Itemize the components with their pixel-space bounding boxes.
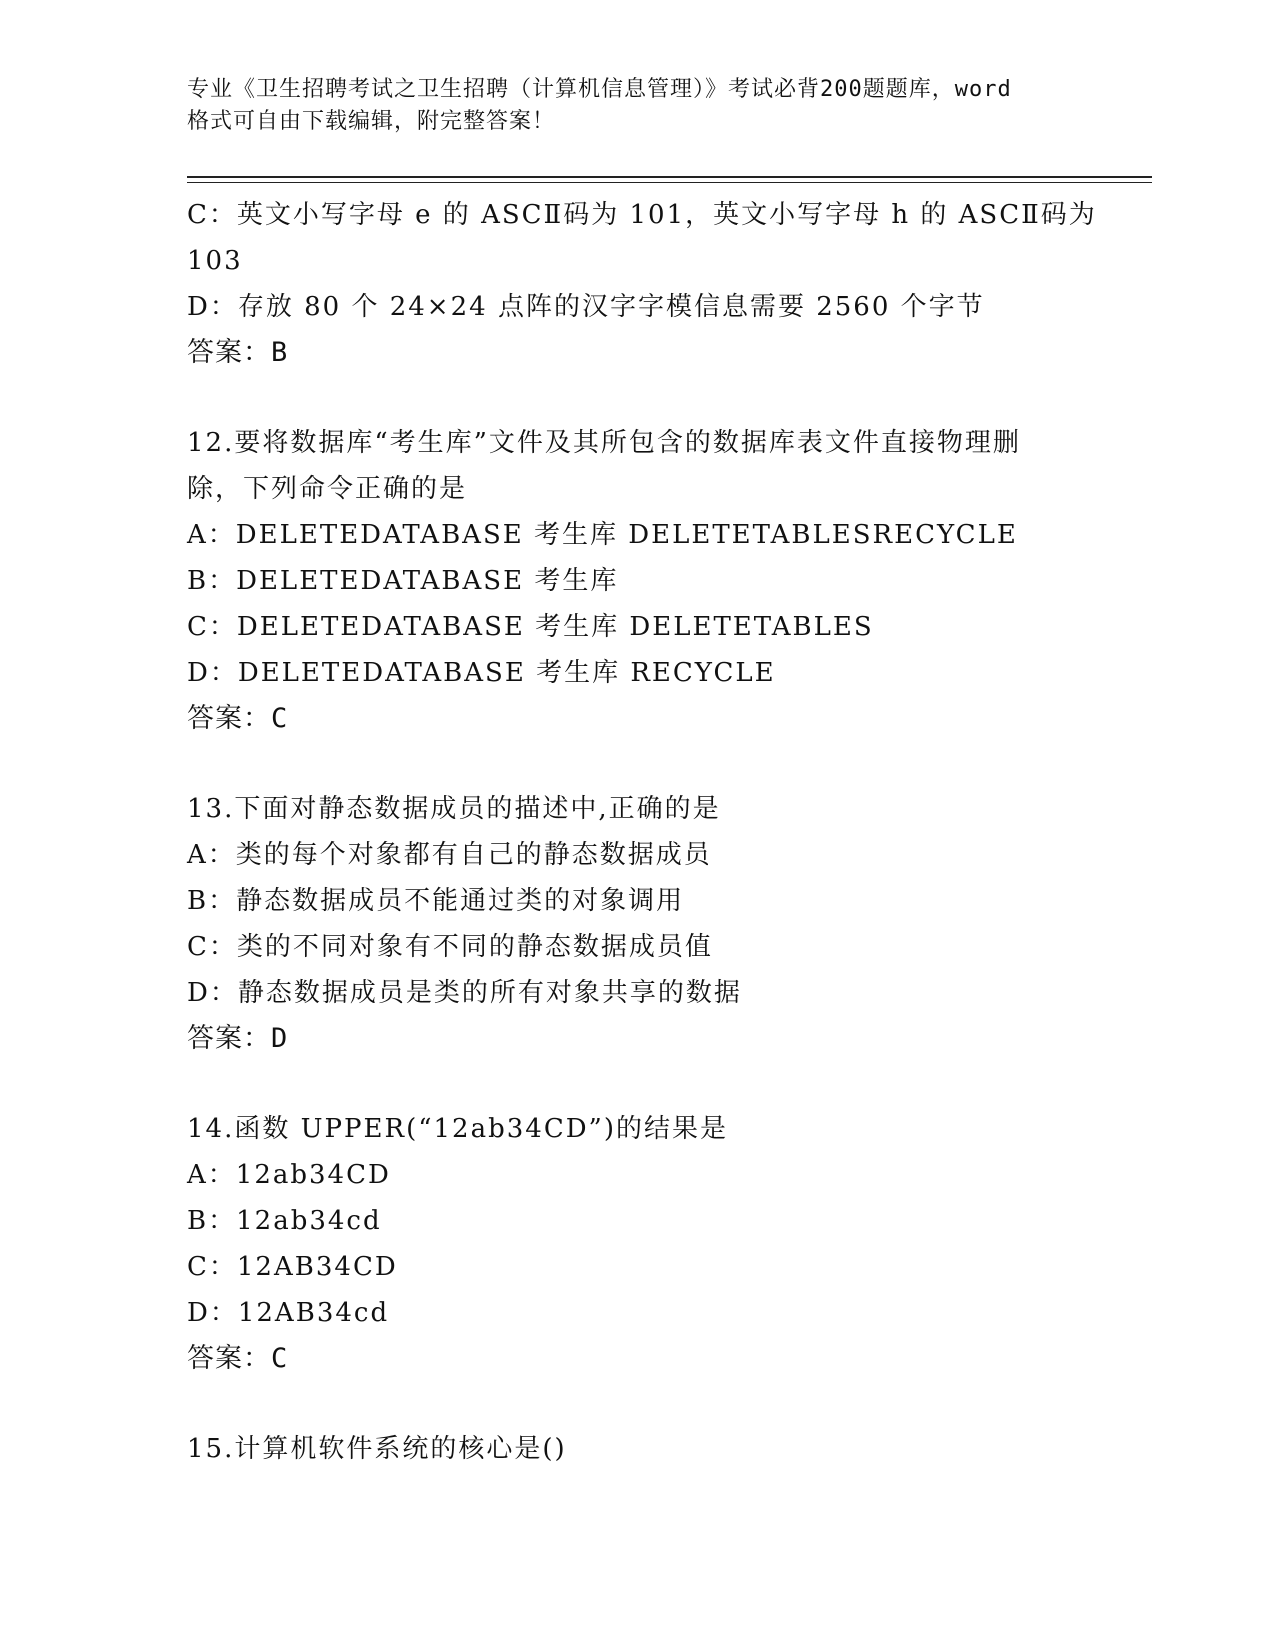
document-header [187,74,1087,138]
question-12-option-a: A：DELETEDATABASE 考生库 DELETETABLESRECYCLE [187,520,1018,550]
question-14-stem: 14.函数 UPPER(“12ab34CD”)的结果是 [187,1114,728,1144]
question-12-stem-line-1: 12.要将数据库“考生库”文件及其所包含的数据库表文件直接物理删 [187,428,1021,458]
question-body [187,192,1127,1472]
spacer [187,1382,1127,1426]
header-line-2: 格式可自由下载编辑，附完整答案！ [187,109,556,134]
header-rule-thin [187,182,1152,183]
question-14-option-b: B：12ab34cd [187,1206,382,1236]
question-12-option-b: B：DELETEDATABASE 考生库 [187,566,619,596]
question-13-answer: 答案：D [187,1023,289,1054]
spacer [187,376,1127,420]
question-13-option-c: C：类的不同对象有不同的静态数据成员值 [187,932,713,962]
question-14-option-d: D：12AB34cd [187,1298,390,1328]
spacer [187,742,1127,786]
header-rule-thick [187,176,1152,178]
question-12-option-c: C：DELETEDATABASE 考生库 DELETETABLES [187,612,874,642]
question-13-option-b: B：静态数据成员不能通过类的对象调用 [187,886,685,916]
question-14-option-a: A：12ab34CD [187,1160,391,1190]
question-12-option-d: D：DELETEDATABASE 考生库 RECYCLE [187,658,776,688]
question-13-option-d: D：静态数据成员是类的所有对象共享的数据 [187,978,742,1008]
question-15-stem: 15.计算机软件系统的核心是() [187,1434,567,1464]
question-12-answer: 答案：C [187,703,289,734]
question-13-stem: 13.下面对静态数据成员的描述中,正确的是 [187,794,721,824]
question-13-option-a: A：类的每个对象都有自己的静态数据成员 [187,840,712,870]
option-c-line-1: C：英文小写字母 e 的 ASCⅡ码为 101，英文小写字母 h 的 ASCⅡ码为 [187,200,1097,230]
question-14-answer: 答案：C [187,1343,289,1374]
question-12-stem-line-2: 除，下列命令正确的是 [187,474,468,504]
header-line-1: 专业《卫生招聘考试之卫生招聘（计算机信息管理）》考试必背200题题库，word [187,77,1012,102]
question-14-option-c: C：12AB34CD [187,1252,398,1282]
answer-line: 答案：B [187,337,289,368]
spacer [187,1062,1127,1106]
option-c-line-2: 103 [187,246,243,276]
option-d: D：存放 80 个 24×24 点阵的汉字字模信息需要 2560 个字节 [187,292,985,322]
